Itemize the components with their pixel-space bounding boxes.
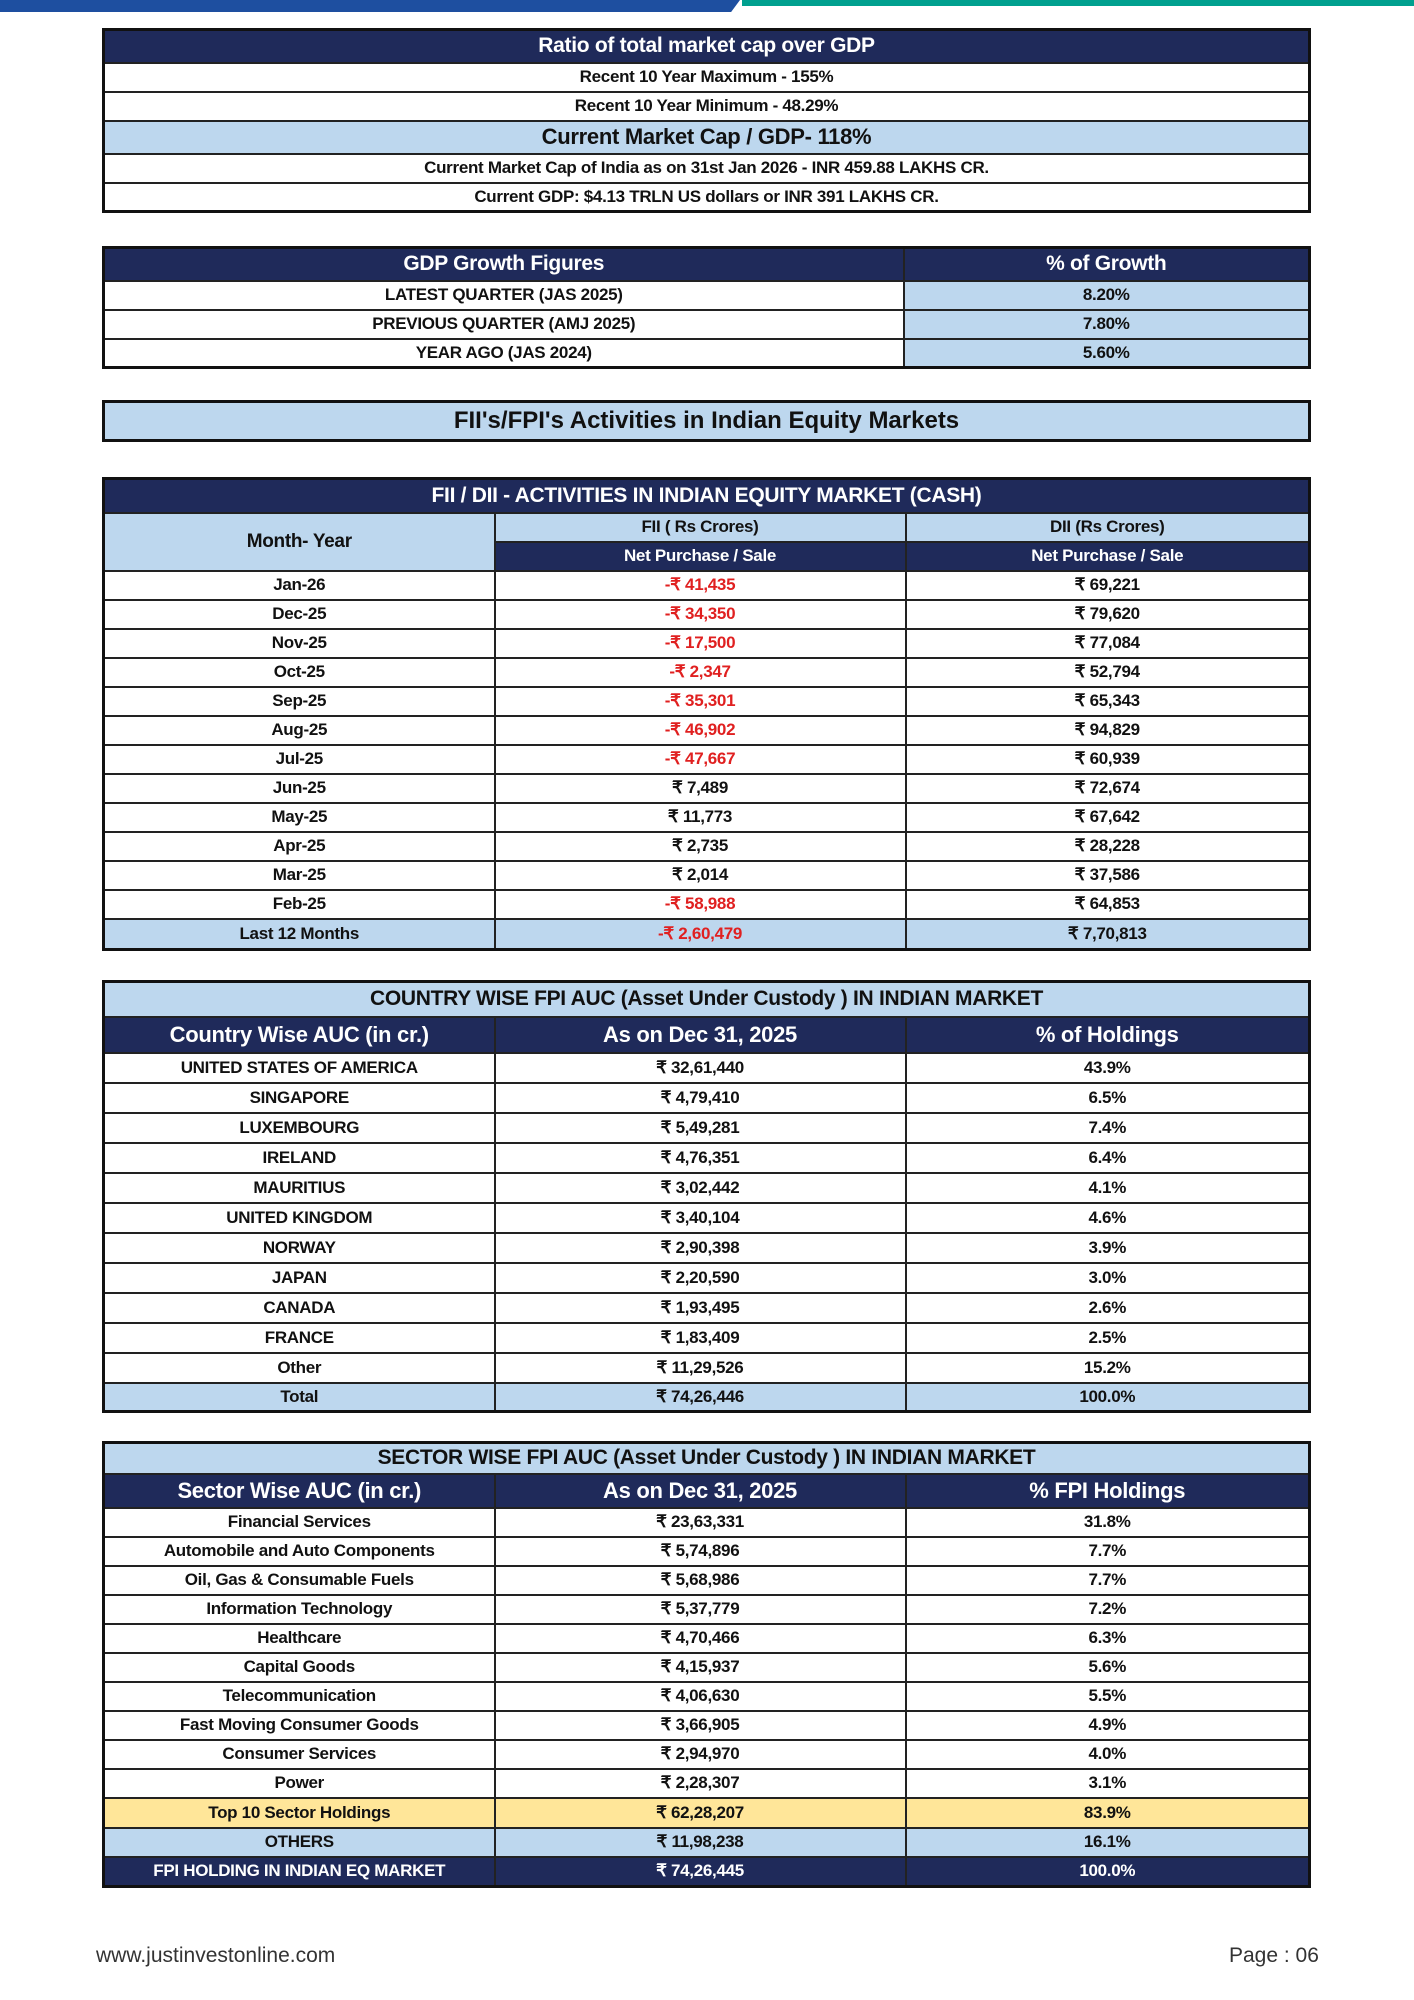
total-row <box>104 919 1310 950</box>
table-row <box>104 1769 1310 1798</box>
cell-percent: ₹ 28,228 <box>906 832 1310 861</box>
cell-percent: 3.0% <box>906 1263 1310 1293</box>
cell-value: ₹ 74,26,446 <box>495 1383 906 1412</box>
column-header: % of Holdings <box>906 1017 1310 1053</box>
country-auc-table <box>102 980 1311 1413</box>
table-row <box>104 861 1310 890</box>
cell-value: ₹ 2,90,398 <box>495 1233 906 1263</box>
cell-label: PREVIOUS QUARTER (AMJ 2025) <box>104 310 904 339</box>
cell-label: Aug-25 <box>104 716 495 745</box>
cell-percent: 6.4% <box>906 1143 1310 1173</box>
fii-dii-table <box>102 477 1311 951</box>
cell-value: ₹ 32,61,440 <box>495 1053 906 1083</box>
cell-value: ₹ 23,63,331 <box>495 1508 906 1537</box>
sector-auc-table <box>102 1441 1311 1888</box>
table-row <box>104 1653 1310 1682</box>
table-row <box>104 658 1310 687</box>
cell-percent: 4.0% <box>906 1740 1310 1769</box>
table-row <box>104 1323 1310 1353</box>
cell-value: -₹ 47,667 <box>495 745 906 774</box>
cell-label: Jan-26 <box>104 571 495 600</box>
top-bar-blue <box>0 0 740 12</box>
section-banner: FII's/FPI's Activities in Indian Equity Markets <box>102 400 1311 442</box>
cell-label: UNITED STATES OF AMERICA <box>104 1053 495 1083</box>
cell-label: OTHERS <box>104 1828 495 1857</box>
cell-label: May-25 <box>104 803 495 832</box>
cell-percent: 2.6% <box>906 1293 1310 1323</box>
table-row <box>104 1173 1310 1203</box>
cell-percent: ₹ 77,084 <box>906 629 1310 658</box>
cell-value: ₹ 5,68,986 <box>495 1566 906 1595</box>
cell-label: SINGAPORE <box>104 1083 495 1113</box>
column-header: Sector Wise AUC (in cr.) <box>104 1474 495 1508</box>
cell-percent: 31.8% <box>906 1508 1310 1537</box>
table-row <box>104 1537 1310 1566</box>
cell-value: ₹ 4,70,466 <box>495 1624 906 1653</box>
cell-percent: ₹ 94,829 <box>906 716 1310 745</box>
cell-value: ₹ 74,26,445 <box>495 1857 906 1887</box>
cell-value: ₹ 1,83,409 <box>495 1323 906 1353</box>
cell-percent: ₹ 72,674 <box>906 774 1310 803</box>
cell-value: ₹ 3,02,442 <box>495 1173 906 1203</box>
cell-label: Other <box>104 1353 495 1383</box>
cell-percent: 6.5% <box>906 1083 1310 1113</box>
cell-label: IRELAND <box>104 1143 495 1173</box>
gdp-header-label: GDP Growth Figures <box>104 248 904 281</box>
cell-percent: ₹ 65,343 <box>906 687 1310 716</box>
cell-value: -₹ 17,500 <box>495 629 906 658</box>
cell-value: ₹ 2,28,307 <box>495 1769 906 1798</box>
cell-label: CANADA <box>104 1293 495 1323</box>
cell-percent: 16.1% <box>906 1828 1310 1857</box>
cell-label: Feb-25 <box>104 890 495 919</box>
total-row <box>104 1857 1310 1887</box>
cell-percent: 100.0% <box>906 1857 1310 1887</box>
cell-value: ₹ 62,28,207 <box>495 1798 906 1828</box>
cell-label: YEAR AGO (JAS 2024) <box>104 339 904 368</box>
cell-value: -₹ 58,988 <box>495 890 906 919</box>
table-row <box>104 832 1310 861</box>
month-header: Month- Year <box>104 513 495 571</box>
cell-value: ₹ 7,489 <box>495 774 906 803</box>
cell-value: ₹ 2,735 <box>495 832 906 861</box>
fii-header: FII ( Rs Crores) <box>495 513 906 542</box>
ratio-min: Recent 10 Year Minimum - 48.29% <box>104 92 1310 121</box>
table-row <box>104 1233 1310 1263</box>
cell-value: ₹ 5,49,281 <box>495 1113 906 1143</box>
cell-value: -₹ 41,435 <box>495 571 906 600</box>
cell-value: ₹ 5,37,779 <box>495 1595 906 1624</box>
cell-percent: 3.1% <box>906 1769 1310 1798</box>
cell-value: ₹ 5,74,896 <box>495 1537 906 1566</box>
table-title: SECTOR WISE FPI AUC (Asset Under Custody ) IN INDIAN MARKET <box>104 1443 1310 1474</box>
table-row <box>104 629 1310 658</box>
table-row <box>104 339 1310 368</box>
cell-label: Telecommunication <box>104 1682 495 1711</box>
cell-value: ₹ 11,773 <box>495 803 906 832</box>
cell-value: ₹ 4,06,630 <box>495 1682 906 1711</box>
cell-label: FPI HOLDING IN INDIAN EQ MARKET <box>104 1857 495 1887</box>
cell-label: LATEST QUARTER (JAS 2025) <box>104 281 904 310</box>
cell-value: ₹ 2,94,970 <box>495 1740 906 1769</box>
cell-percent: 4.1% <box>906 1173 1310 1203</box>
table-row <box>104 1740 1310 1769</box>
cell-percent: 3.9% <box>906 1233 1310 1263</box>
cell-percent: ₹ 67,642 <box>906 803 1310 832</box>
dii-subheader: Net Purchase / Sale <box>906 542 1310 571</box>
cell-percent: 7.2% <box>906 1595 1310 1624</box>
table-row <box>104 281 1310 310</box>
table-row <box>104 1566 1310 1595</box>
cell-label: Healthcare <box>104 1624 495 1653</box>
cell-percent: 5.6% <box>906 1653 1310 1682</box>
cell-value: -₹ 46,902 <box>495 716 906 745</box>
column-header: As on Dec 31, 2025 <box>495 1474 906 1508</box>
cell-percent: 43.9% <box>906 1053 1310 1083</box>
cell-value: ₹ 2,014 <box>495 861 906 890</box>
cell-percent: 15.2% <box>906 1353 1310 1383</box>
cell-label: Consumer Services <box>104 1740 495 1769</box>
column-header: % FPI Holdings <box>906 1474 1310 1508</box>
cell-label: Last 12 Months <box>104 919 495 950</box>
cell-label: Nov-25 <box>104 629 495 658</box>
cell-value: ₹ 4,76,351 <box>495 1143 906 1173</box>
cell-percent: 2.5% <box>906 1323 1310 1353</box>
top-bar-teal <box>742 0 1414 6</box>
table-row <box>104 745 1310 774</box>
current-gdp: Current GDP: $4.13 TRLN US dollars or INR 391 LAKHS CR. <box>104 183 1310 212</box>
table-row <box>104 1053 1310 1083</box>
cell-label: JAPAN <box>104 1263 495 1293</box>
table-title: Ratio of total market cap over GDP <box>104 30 1310 63</box>
cell-percent: ₹ 79,620 <box>906 600 1310 629</box>
cell-percent: ₹ 37,586 <box>906 861 1310 890</box>
table-row <box>104 310 1310 339</box>
cell-label: UNITED KINGDOM <box>104 1203 495 1233</box>
top10-row <box>104 1798 1310 1828</box>
cell-percent: 100.0% <box>906 1383 1310 1412</box>
cell-label: Jun-25 <box>104 774 495 803</box>
cell-label: Apr-25 <box>104 832 495 861</box>
table-row <box>104 1624 1310 1653</box>
cell-value: ₹ 11,29,526 <box>495 1353 906 1383</box>
cell-value: 5.60% <box>904 339 1310 368</box>
cell-percent: 83.9% <box>906 1798 1310 1828</box>
cell-percent: ₹ 64,853 <box>906 890 1310 919</box>
cell-label: Sep-25 <box>104 687 495 716</box>
ratio-max: Recent 10 Year Maximum - 155% <box>104 63 1310 92</box>
cell-percent: 4.9% <box>906 1711 1310 1740</box>
table-row <box>104 803 1310 832</box>
cell-percent: 7.4% <box>906 1113 1310 1143</box>
cell-percent: 7.7% <box>906 1537 1310 1566</box>
others-row <box>104 1828 1310 1857</box>
cell-label: NORWAY <box>104 1233 495 1263</box>
cell-label: Information Technology <box>104 1595 495 1624</box>
table-row <box>104 687 1310 716</box>
cell-value: -₹ 2,60,479 <box>495 919 906 950</box>
cell-percent: ₹ 69,221 <box>906 571 1310 600</box>
cell-label: Automobile and Auto Components <box>104 1537 495 1566</box>
table-row <box>104 1083 1310 1113</box>
total-row <box>104 1383 1310 1412</box>
table-row <box>104 1113 1310 1143</box>
cell-label: Dec-25 <box>104 600 495 629</box>
cell-percent: 4.6% <box>906 1203 1310 1233</box>
table-row <box>104 1508 1310 1537</box>
gdp-growth-table <box>102 246 1311 369</box>
table-row <box>104 571 1310 600</box>
table-row <box>104 716 1310 745</box>
cell-value: ₹ 1,93,495 <box>495 1293 906 1323</box>
cell-value: ₹ 3,66,905 <box>495 1711 906 1740</box>
cell-label: Fast Moving Consumer Goods <box>104 1711 495 1740</box>
table-row <box>104 1595 1310 1624</box>
cell-value: ₹ 11,98,238 <box>495 1828 906 1857</box>
table-title: FII / DII - ACTIVITIES IN INDIAN EQUITY MARKET (CASH) <box>104 479 1310 513</box>
cell-value: ₹ 4,15,937 <box>495 1653 906 1682</box>
table-row <box>104 1143 1310 1173</box>
table-row <box>104 1263 1310 1293</box>
table-row <box>104 774 1310 803</box>
cell-label: LUXEMBOURG <box>104 1113 495 1143</box>
table-row <box>104 600 1310 629</box>
cell-label: Capital Goods <box>104 1653 495 1682</box>
cell-label: Financial Services <box>104 1508 495 1537</box>
column-header: As on Dec 31, 2025 <box>495 1017 906 1053</box>
table-row <box>104 1682 1310 1711</box>
footer-website[interactable]: www.justinvestonline.com <box>96 1944 336 1967</box>
current-market-cap: Current Market Cap of India as on 31st Jan 2026 - INR 459.88 LAKHS CR. <box>104 154 1310 183</box>
table-row <box>104 1711 1310 1740</box>
table-row <box>104 890 1310 919</box>
cell-value: ₹ 3,40,104 <box>495 1203 906 1233</box>
cell-label: Jul-25 <box>104 745 495 774</box>
cell-label: Power <box>104 1769 495 1798</box>
table-title: COUNTRY WISE FPI AUC (Asset Under Custody ) IN INDIAN MARKET <box>104 982 1310 1017</box>
cell-percent: ₹ 52,794 <box>906 658 1310 687</box>
footer-page-number: Page : 06 <box>1229 1944 1319 1967</box>
cell-label: FRANCE <box>104 1323 495 1353</box>
cell-value: 8.20% <box>904 281 1310 310</box>
cell-label: Oct-25 <box>104 658 495 687</box>
cell-label: Top 10 Sector Holdings <box>104 1798 495 1828</box>
cell-label: MAURITIUS <box>104 1173 495 1203</box>
table-row <box>104 1353 1310 1383</box>
cell-label: Mar-25 <box>104 861 495 890</box>
column-header: Country Wise AUC (in cr.) <box>104 1017 495 1053</box>
fii-subheader: Net Purchase / Sale <box>495 542 906 571</box>
cell-percent: ₹ 7,70,813 <box>906 919 1310 950</box>
cell-percent: 5.5% <box>906 1682 1310 1711</box>
cell-value: ₹ 4,79,410 <box>495 1083 906 1113</box>
table-row <box>104 1203 1310 1233</box>
cell-value: ₹ 2,20,590 <box>495 1263 906 1293</box>
ratio-current: Current Market Cap / GDP- 118% <box>104 121 1310 154</box>
cell-value: -₹ 34,350 <box>495 600 906 629</box>
gdp-header-growth: % of Growth <box>904 248 1310 281</box>
cell-percent: 6.3% <box>906 1624 1310 1653</box>
cell-value: -₹ 2,347 <box>495 658 906 687</box>
cell-percent: ₹ 60,939 <box>906 745 1310 774</box>
cell-percent: 7.7% <box>906 1566 1310 1595</box>
cell-value: 7.80% <box>904 310 1310 339</box>
cell-label: Oil, Gas & Consumable Fuels <box>104 1566 495 1595</box>
market-cap-gdp-table <box>102 28 1311 213</box>
cell-label: Total <box>104 1383 495 1412</box>
cell-value: -₹ 35,301 <box>495 687 906 716</box>
dii-header: DII (Rs Crores) <box>906 513 1310 542</box>
table-row <box>104 1293 1310 1323</box>
